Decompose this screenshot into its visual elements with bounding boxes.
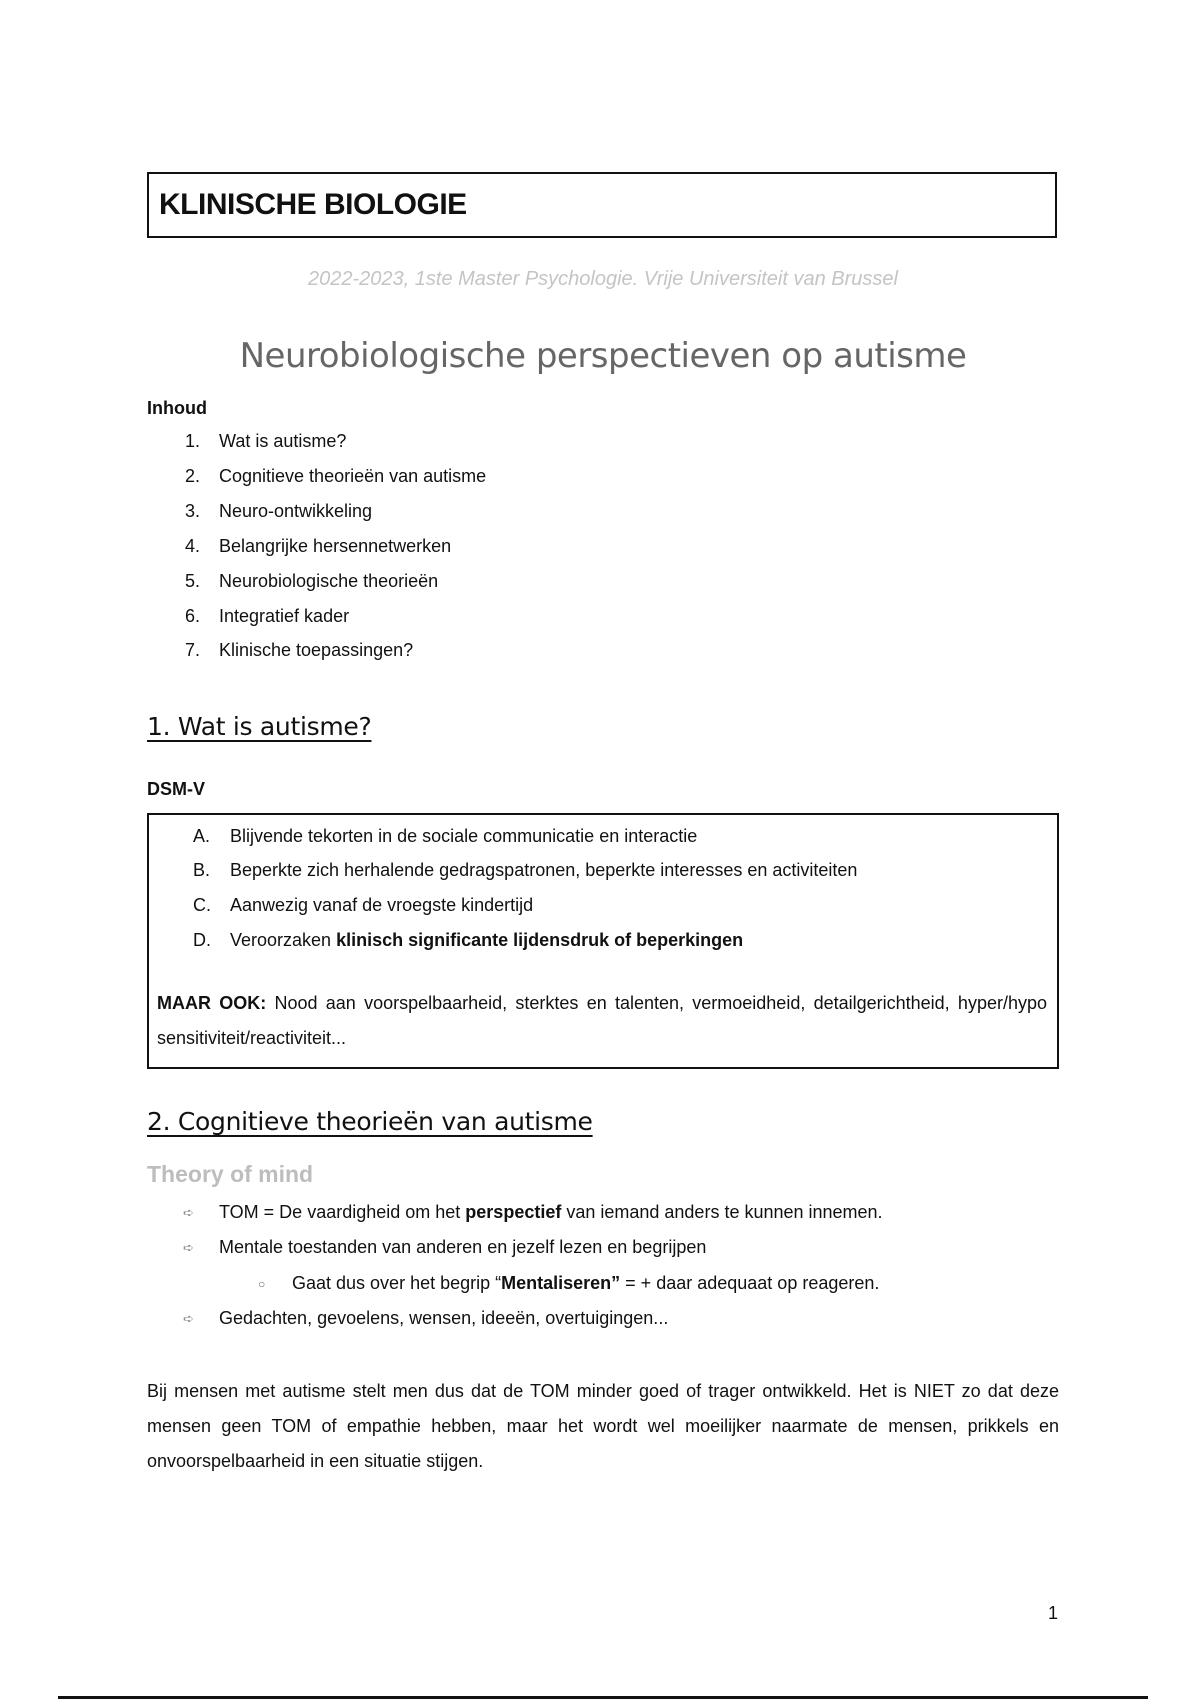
note-label: MAAR OOK:: [157, 993, 267, 1013]
section-1-heading: 1. Wat is autisme?: [147, 712, 372, 741]
text: = + daar adequaat op reageren.: [620, 1273, 880, 1293]
toc-number: 7.: [184, 640, 200, 660]
criterion-letter: B.: [193, 860, 211, 880]
criterion-text: Aanwezig vanaf de vroegste kindertijd: [230, 895, 534, 915]
text: TOM = De vaardigheid om het: [219, 1202, 466, 1222]
course-title-box: [147, 172, 1057, 238]
toc-number: 5.: [184, 571, 200, 591]
section-2-heading: 2. Cognitieve theorieën van autisme: [147, 1107, 593, 1136]
document-subtitle: 2022-2023, 1ste Master Psychologie. Vrije Universiteit van Brussel: [308, 268, 898, 290]
text: Gaat dus over het begrip “: [292, 1273, 502, 1293]
page-bottom-rule: [58, 1696, 1148, 1699]
toc-label: Neurobiologische theorieën: [219, 571, 439, 591]
arrow-right-icon: ➪: [183, 1240, 194, 1255]
toc-label: Belangrijke hersennetwerken: [219, 536, 452, 556]
toc-label: Wat is autisme?: [219, 431, 347, 451]
criterion-text-bold: klinisch significante lijdensdruk of beperkingen: [336, 930, 744, 950]
toc-number: 1.: [184, 431, 200, 451]
criterion-text-plain: Veroorzaken: [230, 930, 337, 950]
list-item: Mentale toestanden van anderen en jezelf lezen en begrijpen: [219, 1237, 707, 1257]
criterion-letter: A.: [193, 826, 211, 846]
note-text: Nood aan voorspelbaarheid, sterktes en talenten, vermoeidheid, detailgerichtheid, hyper/hypo sensitiviteit/reactiviteit...: [157, 993, 1047, 1048]
criterion-text: Blijvende tekorten in de sociale communicatie en interactie: [230, 826, 698, 846]
dsm-note: [157, 986, 1047, 1056]
toc-number: 3.: [184, 501, 200, 521]
document-title: Neurobiologische perspectieven op autisme: [239, 336, 967, 376]
circle-bullet-icon: ○: [258, 1277, 266, 1291]
tom-paragraph: Bij mensen met autisme stelt men dus dat de TOM minder goed of trager ontwikkeld. Het is NIET zo dat deze mensen geen TOM of empathie hebben, maar het wordt wel moeilijker naarmate de mensen, prikkels en onvoorspelbaarheid in een situatie stijgen.: [147, 1381, 1059, 1471]
text: van iemand anders te kunnen innemen.: [561, 1202, 883, 1222]
page-number: 1: [1048, 1603, 1059, 1623]
toc-number: 2.: [184, 466, 200, 486]
list-item: Gedachten, gevoelens, wensen, ideeën, overtuigingen...: [219, 1308, 669, 1328]
criterion-text: Beperkte zich herhalende gedragspatronen, beperkte interesses en activiteiten: [230, 860, 858, 880]
arrow-right-icon: ➪: [183, 1205, 194, 1220]
list-item: [292, 1273, 879, 1294]
toc-number: 4.: [184, 536, 200, 556]
toc-number: 6.: [184, 606, 200, 626]
toc-heading: Inhoud: [147, 398, 207, 418]
toc-label: Klinische toepassingen?: [219, 640, 414, 660]
text-bold: perspectief: [465, 1202, 562, 1222]
text-bold: Mentaliseren”: [501, 1273, 621, 1293]
criterion-letter: D.: [193, 930, 211, 950]
toc-label: Integratief kader: [219, 606, 350, 626]
course-title: KLINISCHE BIOLOGIE: [159, 188, 467, 221]
toc-label: Cognitieve theorieën van autisme: [219, 466, 487, 486]
dsm-heading: DSM-V: [147, 779, 205, 799]
arrow-right-icon: ➪: [183, 1311, 194, 1326]
theory-of-mind-heading: Theory of mind: [147, 1161, 314, 1187]
list-item: [219, 1202, 883, 1223]
criterion-letter: C.: [193, 895, 211, 915]
toc-label: Neuro-ontwikkeling: [219, 501, 373, 521]
criterion-text: [230, 930, 743, 951]
